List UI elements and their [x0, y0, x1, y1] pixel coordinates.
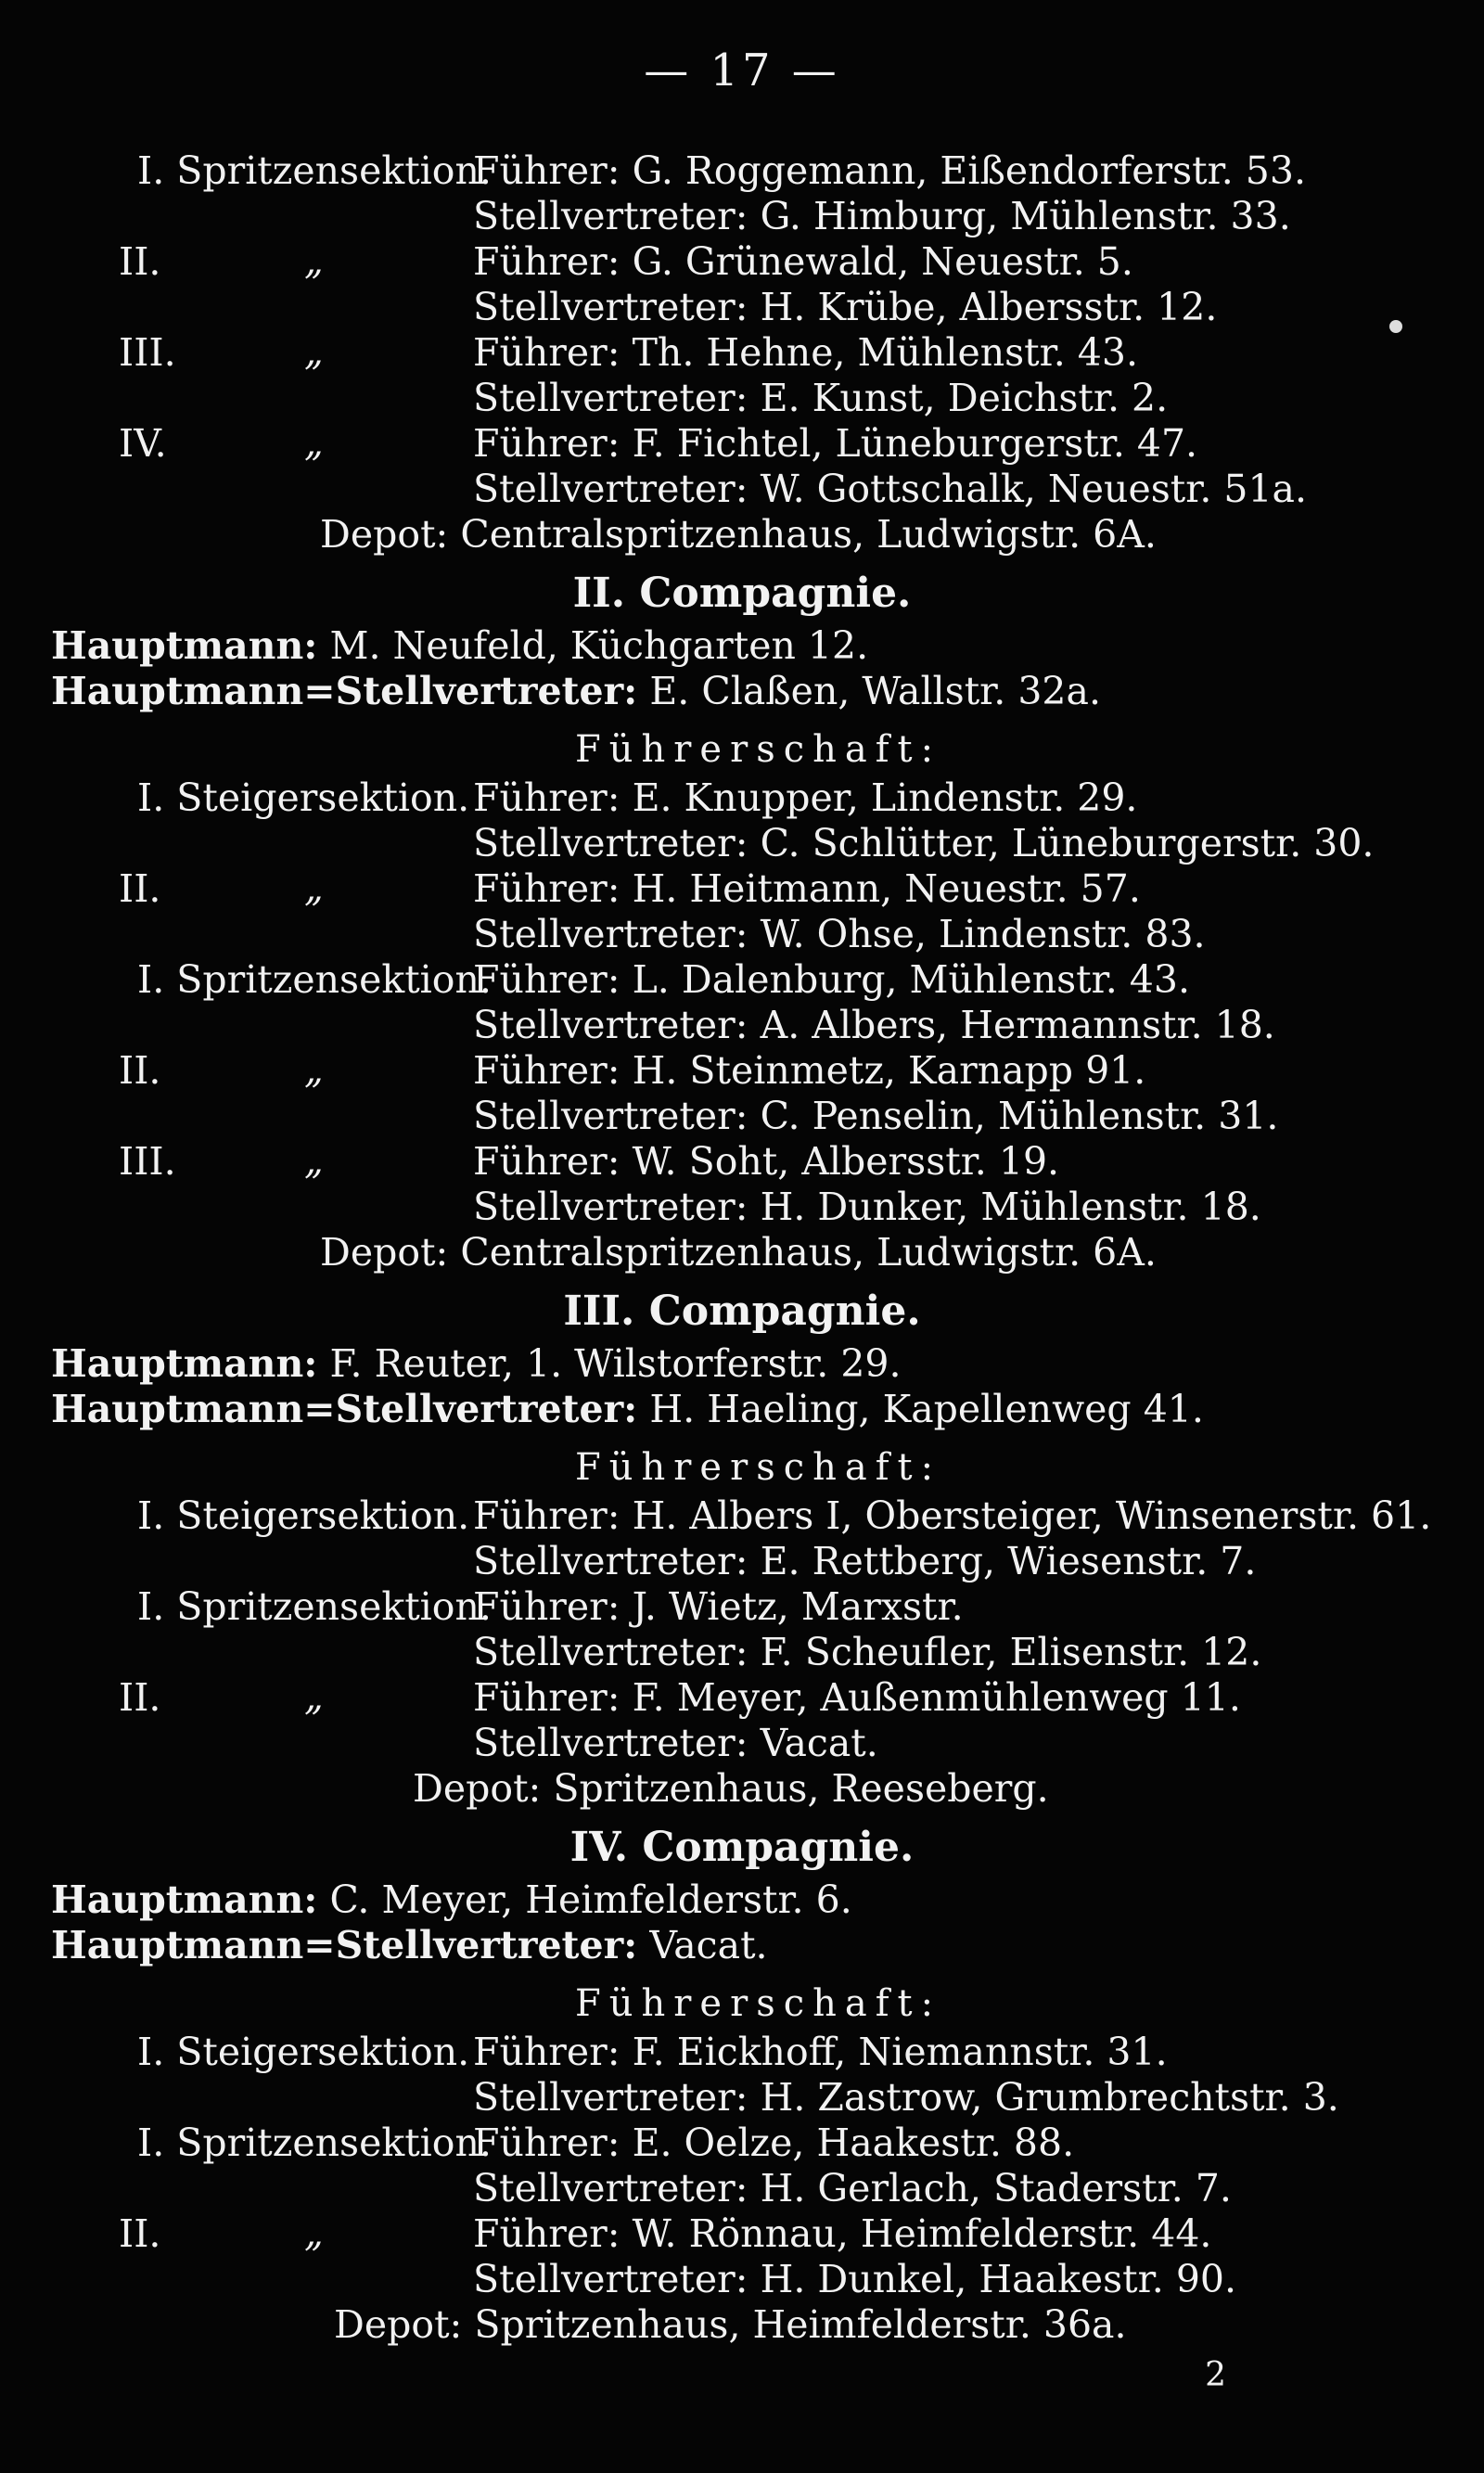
- stellvertreter-line: Stellvertreter: E. Rettberg, Wiesenstr. 7.: [473, 1539, 1257, 1583]
- section-label: I. Steigersektion.: [137, 1493, 470, 1538]
- hauptmann-name: M. Neufeld, Küchgarten 12.: [329, 623, 869, 668]
- section-label: I. Steigersektion.: [137, 2030, 470, 2074]
- section-label: III.: [119, 330, 176, 375]
- section-label: I. Spritzensektion.: [137, 1584, 492, 1629]
- stellvertreter-line: Stellvertreter: H. Zastrow, Grumbrechtstr. 3.: [473, 2075, 1339, 2120]
- hauptmann-name: C. Meyer, Heimfelderstr. 6.: [329, 1877, 852, 1922]
- section-label: IV.: [119, 421, 167, 466]
- hauptmann-stellvertreter-name: E. Claßen, Wallstr. 32a.: [649, 669, 1101, 713]
- section-label: III.: [119, 1139, 176, 1184]
- section-label: I. Steigersektion.: [137, 775, 470, 820]
- depot-line: Depot: Spritzenhaus, Heimfelderstr. 36a.: [334, 2302, 1127, 2347]
- ditto-mark: „: [304, 1676, 324, 1719]
- fuehrer-line: Führer: F. Fichtel, Lüneburgerstr. 47.: [473, 421, 1198, 466]
- hauptmann-label: Hauptmann:: [51, 623, 318, 668]
- stellvertreter-line: Stellvertreter: C. Penselin, Mühlenstr. 31.: [473, 1094, 1279, 1138]
- section-label: I. Spritzensektion.: [137, 957, 492, 1002]
- fuehrer-line: Führer: H. Heitmann, Neuestr. 57.: [473, 866, 1141, 911]
- stellvertreter-line: Stellvertreter: C. Schlütter, Lüneburgerstr. 30.: [473, 821, 1375, 865]
- hauptmann-stellvertreter-name: Vacat.: [649, 1923, 768, 1967]
- page-number: — 17 —: [644, 45, 840, 96]
- stellvertreter-line: Stellvertreter: W. Ohse, Lindenstr. 83.: [473, 912, 1206, 956]
- company-heading: IV. Compagnie.: [569, 1824, 915, 1871]
- stellvertreter-line: Stellvertreter: G. Himburg, Mühlenstr. 33.: [473, 194, 1291, 238]
- hauptmann-stellvertreter-label: Hauptmann=Stellvertreter:: [51, 1923, 638, 1967]
- fuehrer-line: Führer: H. Albers I, Obersteiger, Winsenerstr. 61.: [473, 1493, 1432, 1538]
- stellvertreter-line: Stellvertreter: A. Albers, Hermannstr. 18.: [473, 1003, 1275, 1047]
- stellvertreter-line: Stellvertreter: H. Dunkel, Haakestr. 90.: [473, 2257, 1237, 2301]
- hauptmann-line: [51, 621, 868, 670]
- section-label: II.: [119, 1675, 161, 1720]
- fuehrerschaft-heading: Führerschaft:: [575, 1446, 942, 1489]
- sheet-signature: 2: [1205, 2356, 1226, 2394]
- fuehrerschaft-heading: Führerschaft:: [575, 1982, 942, 2025]
- fuehrer-line: Führer: W. Soht, Albersstr. 19.: [473, 1139, 1060, 1184]
- stellvertreter-line: Stellvertreter: F. Scheufler, Elisenstr. 12.: [473, 1630, 1262, 1674]
- fuehrer-line: Führer: G. Grünewald, Neuestr. 5.: [473, 239, 1133, 284]
- stellvertreter-line: Stellvertreter: H. Krübe, Albersstr. 12.: [473, 285, 1218, 329]
- ditto-mark: „: [304, 2212, 324, 2255]
- hauptmann-name: F. Reuter, 1. Wilstorferstr. 29.: [329, 1341, 902, 1386]
- section-label: I. Spritzensektion.: [137, 2121, 492, 2165]
- fuehrer-line: Führer: H. Steinmetz, Karnapp 91.: [473, 1048, 1146, 1093]
- fuehrer-line: Führer: F. Meyer, Außenmühlenweg 11.: [473, 1675, 1241, 1720]
- stellvertreter-line: Stellvertreter: H. Dunker, Mühlenstr. 18.: [473, 1185, 1261, 1229]
- section-label: II.: [119, 2211, 161, 2256]
- hauptmann-stellvertreter-line: [51, 1921, 768, 1969]
- fuehrer-line: Führer: J. Wietz, Marxstr.: [473, 1584, 964, 1629]
- company-heading: III. Compagnie.: [563, 1288, 921, 1335]
- section-label: II.: [119, 866, 161, 911]
- ditto-mark: „: [304, 1140, 324, 1183]
- depot-line: Depot: Centralspritzenhaus, Ludwigstr. 6A.: [320, 1230, 1157, 1275]
- section-label: II.: [119, 1048, 161, 1093]
- hauptmann-stellvertreter-line: [51, 1385, 1204, 1433]
- ink-speck: [1389, 320, 1402, 333]
- section-label: I. Spritzensektion.: [137, 148, 492, 193]
- hauptmann-stellvertreter-label: Hauptmann=Stellvertreter:: [51, 669, 638, 713]
- hauptmann-stellvertreter-line: [51, 667, 1101, 715]
- stellvertreter-line: Stellvertreter: H. Gerlach, Staderstr. 7.: [473, 2166, 1232, 2210]
- fuehrerschaft-heading: Führerschaft:: [575, 728, 942, 771]
- ditto-mark: „: [304, 331, 324, 374]
- fuehrer-line: Führer: E. Oelze, Haakestr. 88.: [473, 2121, 1075, 2165]
- fuehrer-line: Führer: L. Dalenburg, Mühlenstr. 43.: [473, 957, 1190, 1002]
- hauptmann-stellvertreter-label: Hauptmann=Stellvertreter:: [51, 1387, 638, 1431]
- hauptmann-line: [51, 1876, 852, 1924]
- stellvertreter-line: Stellvertreter: E. Kunst, Deichstr. 2.: [473, 376, 1169, 420]
- hauptmann-line: [51, 1339, 902, 1388]
- ditto-mark: „: [304, 1049, 324, 1092]
- ditto-mark: „: [304, 422, 324, 465]
- fuehrer-line: Führer: W. Rönnau, Heimfelderstr. 44.: [473, 2211, 1212, 2256]
- company-heading: II. Compagnie.: [572, 570, 912, 617]
- fuehrer-line: Führer: Th. Hehne, Mühlenstr. 43.: [473, 330, 1138, 375]
- depot-line: Depot: Centralspritzenhaus, Ludwigstr. 6A.: [320, 512, 1157, 557]
- ditto-mark: „: [304, 867, 324, 910]
- hauptmann-stellvertreter-name: H. Haeling, Kapellenweg 41.: [649, 1387, 1204, 1431]
- fuehrer-line: Führer: E. Knupper, Lindenstr. 29.: [473, 775, 1138, 820]
- hauptmann-label: Hauptmann:: [51, 1877, 318, 1922]
- hauptmann-label: Hauptmann:: [51, 1341, 318, 1386]
- section-label: II.: [119, 239, 161, 284]
- fuehrer-line: Führer: F. Eickhoff, Niemannstr. 31.: [473, 2030, 1168, 2074]
- stellvertreter-line: Stellvertreter: W. Gottschalk, Neuestr. 51a.: [473, 467, 1308, 511]
- fuehrer-line: Führer: G. Roggemann, Eißendorferstr. 53.: [473, 148, 1306, 193]
- stellvertreter-line: Stellvertreter: Vacat.: [473, 1721, 878, 1765]
- ditto-mark: „: [304, 240, 324, 283]
- depot-line: Depot: Spritzenhaus, Reeseberg.: [413, 1766, 1049, 1811]
